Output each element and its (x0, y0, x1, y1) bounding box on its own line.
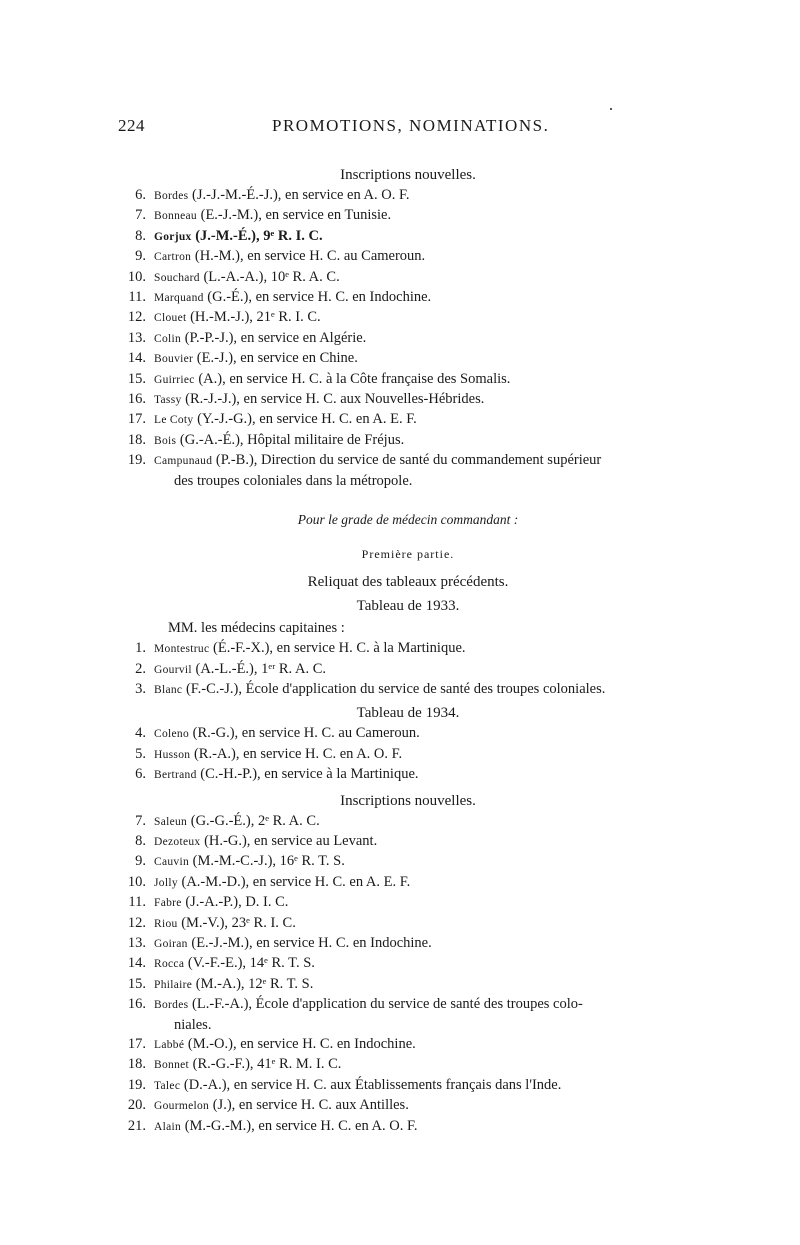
entry-surname: Cauvin (154, 856, 190, 869)
entry-details: (A.-M.-D.), en service H. C. en A. E. F. (177, 873, 411, 890)
entry-text (154, 451, 698, 491)
entry-details: (H.-M.), en service H. C. au Cameroun. (191, 248, 426, 265)
entry-text (154, 288, 698, 308)
entry-surname: Husson (154, 748, 191, 761)
section-heading: Première partie. (361, 547, 455, 562)
entry-details: (R.-A.), en service H. C. en A. O. F. (190, 745, 403, 762)
list-item (118, 431, 698, 451)
list-item (118, 390, 698, 410)
entry-text (154, 268, 698, 288)
section-intro: MM. les médecins capitaines : (168, 620, 345, 637)
entry-text (154, 1117, 698, 1137)
entry-details: (A.-L.-É.), 1ᵉʳ R. A. C. (191, 660, 327, 677)
entry-number: 10. (127, 268, 146, 285)
entry-surname: Coleno (154, 728, 190, 741)
entry-details: (J.), en service H. C. aux Antilles. (209, 1097, 409, 1114)
entry-text (154, 247, 698, 267)
entry-surname: Colin (154, 332, 182, 345)
entry-details: (Y.-J.-G.), en service H. C. en A. E. F. (193, 411, 417, 428)
list-item (118, 812, 698, 832)
entry-surname: Gourmelon (154, 1100, 210, 1113)
entry-surname: Blanc (154, 683, 183, 696)
entry-number: 10. (127, 873, 146, 890)
entry-surname: Philaire (154, 978, 193, 991)
entry-number: 12. (127, 309, 146, 326)
entry-surname: Bonneau (154, 210, 197, 223)
entry-details: (G.-É.), en service H. C. en Indochine. (203, 289, 432, 306)
entry-text (154, 1076, 698, 1096)
entry-surname: Gourvil (154, 663, 192, 676)
section-heading: Tableau de 1934. (356, 705, 460, 722)
list-item (118, 349, 698, 369)
entry-surname: Labbé (154, 1039, 185, 1051)
entry-surname: Montestruc (154, 643, 210, 656)
entry-number: 6. (135, 187, 146, 203)
entry-text (154, 639, 698, 659)
section (118, 702, 698, 785)
list-item (118, 186, 698, 206)
entry-surname: Marquand (154, 292, 204, 305)
entry-number: 3. (135, 680, 146, 697)
entry-details: (E.-J.), en service en Chine. (193, 350, 358, 367)
list-item (118, 288, 698, 308)
entry-number: 11. (128, 894, 146, 911)
entry-text (154, 934, 698, 954)
entry-details: (V.-F.-E.), 14ᵉ R. T. S. (184, 955, 315, 972)
entry-number: 17. (127, 411, 146, 428)
entry-number: 2. (135, 660, 146, 677)
entry-text (154, 914, 698, 934)
entry-details: (H.-G.), en service au Levant. (200, 832, 378, 849)
entry-number: 13. (127, 934, 146, 951)
entry-details: (M.-A.), 12ᵉ R. T. S. (192, 975, 314, 992)
list-item (118, 852, 698, 872)
entry-text (154, 1055, 698, 1075)
list-item (118, 975, 698, 995)
entry-text (154, 660, 698, 680)
entry-surname: Fabre (154, 897, 182, 910)
entry-text (154, 724, 698, 744)
entry-surname: Tassy (154, 394, 182, 407)
entry-details: (H.-M.-J.), 21ᵉ R. I. C. (186, 309, 321, 326)
entry-details: (E.-J.-M.), en service en Tunisie. (196, 207, 392, 224)
entry-details: (R.-G.-F.), 41ᵉ R. M. I. C. (189, 1056, 342, 1073)
entry-surname: Bouvier (154, 353, 194, 366)
entry-details: (É.-F.-X.), en service H. C. à la Martinique. (209, 640, 466, 657)
entry-number: 7. (135, 812, 146, 829)
entry-surname: Riou (154, 917, 178, 930)
list-item (118, 451, 698, 491)
entry-text (154, 390, 698, 410)
entry-text (154, 975, 698, 995)
entry-details: (M.-G.-M.), en service H. C. en A. O. F. (181, 1117, 418, 1134)
entry-number: 8. (135, 832, 146, 849)
entry-details: (M.-M.-C.-J.), 16ᵉ R. T. S. (189, 853, 345, 870)
list-item (118, 227, 698, 247)
entry-surname: Bertrand (154, 769, 197, 782)
list-item (118, 1055, 698, 1075)
entry-details: (E.-J.-M.), en service H. C. en Indochine. (187, 934, 432, 951)
entry-surname: Bordes (154, 190, 189, 202)
list-item (118, 268, 698, 288)
entry-number: 19. (127, 1076, 146, 1093)
section (118, 509, 698, 531)
entry-surname: Saleun (154, 815, 188, 828)
entry-details: (P.-B.), Direction du service de santé du commandement supérieur (212, 452, 602, 469)
entry-surname: Rocca (154, 958, 185, 971)
list-item (118, 832, 698, 852)
list-item (118, 660, 698, 680)
entry-surname: Talec (154, 1079, 181, 1092)
entry-surname: Jolly (154, 876, 178, 889)
section (118, 543, 698, 565)
entry-number: 9. (135, 248, 146, 265)
entry-number: 11. (128, 289, 146, 306)
entry-details: (M.-O.), en service H. C. en Indochine. (184, 1036, 416, 1052)
entry-number: 12. (127, 914, 146, 931)
entry-text (154, 893, 698, 913)
entry-surname: Clouet (154, 312, 187, 325)
entry-text (154, 852, 698, 872)
section (118, 790, 698, 1138)
list-item (118, 410, 698, 430)
page-number: 224 (118, 116, 145, 135)
entry-surname: Bois (154, 434, 177, 447)
section (118, 595, 698, 700)
entry-surname: Dezoteux (154, 835, 201, 848)
entry-details: (M.-V.), 23ᵉ R. I. C. (177, 914, 296, 931)
entry-number: 15. (127, 975, 146, 992)
entry-details: (L.-A.-A.), 10ᵉ R. A. C. (199, 268, 340, 285)
entry-text (154, 680, 698, 700)
list-item (118, 1096, 698, 1116)
entry-surname: Souchard (154, 271, 200, 284)
entry-number: 8. (135, 227, 146, 244)
entry-surname: Guirriec (154, 373, 195, 386)
entry-surname: Le Coty (154, 414, 194, 427)
section (118, 571, 698, 593)
entry-number: 15. (127, 370, 146, 387)
entry-details: (P.-P.-J.), en service en Algérie. (181, 329, 367, 346)
section (118, 164, 698, 491)
entry-text (154, 431, 698, 451)
entry-number: 6. (135, 766, 146, 783)
entry-number: 14. (127, 955, 146, 972)
list-item (118, 954, 698, 974)
list-item (118, 1076, 698, 1096)
entry-number: 18. (127, 1056, 146, 1073)
list-item (118, 873, 698, 893)
entry-details: (J.-A.-P.), D. I. C. (181, 894, 289, 911)
entry-number: 21. (127, 1117, 146, 1134)
entry-surname: Cartron (154, 251, 192, 264)
entry-number: 18. (127, 431, 146, 448)
section-heading: Inscriptions nouvelles. (340, 792, 476, 809)
entry-text (154, 873, 698, 893)
entry-surname: Alain (154, 1120, 182, 1133)
section-heading: Reliquat des tableaux précédents. (307, 574, 509, 591)
entry-text (154, 308, 698, 328)
list-item (118, 765, 698, 785)
page-speck (610, 108, 612, 110)
entry-details: (R.-J.-J.), en service H. C. aux Nouvelles-Hébrides. (181, 391, 485, 408)
list-item (118, 745, 698, 765)
entry-number: 1. (135, 640, 146, 657)
entry-text (154, 206, 698, 226)
list-item (118, 1117, 698, 1137)
entry-details: (D.-A.), en service H. C. aux Établissements français dans l'Inde. (180, 1076, 562, 1093)
list-item (118, 329, 698, 349)
list-item (118, 995, 698, 1035)
entry-text (154, 1096, 698, 1116)
entry-details: (A.), en service H. C. à la Côte française des Somalis. (194, 370, 511, 387)
entry-details: (G.-A.-É.), Hôpital militaire de Fréjus. (176, 431, 405, 448)
list-item (118, 639, 698, 659)
list-item (118, 1035, 698, 1055)
entry-text (154, 329, 698, 349)
entry-number: 17. (127, 1036, 146, 1052)
list-item (118, 308, 698, 328)
entry-text (154, 832, 698, 852)
list-item (118, 206, 698, 226)
list-item (118, 680, 698, 700)
section-heading: Inscriptions nouvelles. (340, 167, 476, 183)
list-item (118, 247, 698, 267)
entry-text (154, 812, 698, 832)
document-body (118, 160, 698, 1139)
entry-text (154, 186, 698, 206)
entry-surname: Campunaud (154, 455, 213, 468)
entry-details: (J.-M.-É.), 9ᵉ R. I. C. (191, 227, 323, 244)
section-heading: Pour le grade de médecin commandant : (297, 512, 519, 528)
entry-surname: Goiran (154, 937, 188, 950)
entry-details: (G.-G.-É.), 2ᵉ R. A. C. (187, 812, 320, 829)
entry-number: 16. (127, 996, 146, 1013)
entry-number: 14. (127, 350, 146, 367)
section-heading: Tableau de 1933. (356, 598, 460, 615)
entry-text (154, 765, 698, 785)
entry-number: 13. (127, 329, 146, 346)
list-item (118, 724, 698, 744)
entry-continuation: niales. (174, 1016, 212, 1033)
entry-details: (J.-J.-M.-É.-J.), en service en A. O. F. (188, 187, 410, 203)
entry-details: (C.-H.-P.), en service à la Martinique. (196, 766, 419, 783)
entry-details: (F.-C.-J.), École d'application du service de santé des troupes coloniales. (182, 680, 606, 697)
entry-details: (L.-F.-A.), École d'application du service de santé des troupes colo- (188, 996, 583, 1013)
running-header (118, 116, 678, 140)
entry-text (154, 349, 698, 369)
entry-number: 9. (135, 853, 146, 870)
entry-details: (R.-G.), en service H. C. au Cameroun. (189, 725, 420, 742)
list-item (118, 914, 698, 934)
entry-text (154, 954, 698, 974)
entry-number: 7. (135, 207, 146, 224)
entry-text (154, 410, 698, 430)
entry-number: 20. (127, 1097, 146, 1114)
running-title: PROMOTIONS, NOMINATIONS. (272, 116, 550, 135)
entry-text (154, 995, 698, 1035)
entry-text (154, 1035, 698, 1055)
entry-text (154, 227, 698, 247)
entry-number: 19. (127, 452, 146, 469)
entry-number: 4. (135, 725, 146, 742)
entry-surname: Bonnet (154, 1059, 190, 1072)
entry-continuation: des troupes coloniales dans la métropole. (174, 472, 413, 489)
entry-surname: Gorjux (154, 230, 192, 243)
list-item (118, 934, 698, 954)
entry-number: 5. (135, 745, 146, 762)
entry-number: 16. (127, 391, 146, 408)
entry-text (154, 745, 698, 765)
entry-surname: Bordes (154, 999, 189, 1012)
list-item (118, 370, 698, 390)
entry-text (154, 370, 698, 390)
list-item (118, 893, 698, 913)
